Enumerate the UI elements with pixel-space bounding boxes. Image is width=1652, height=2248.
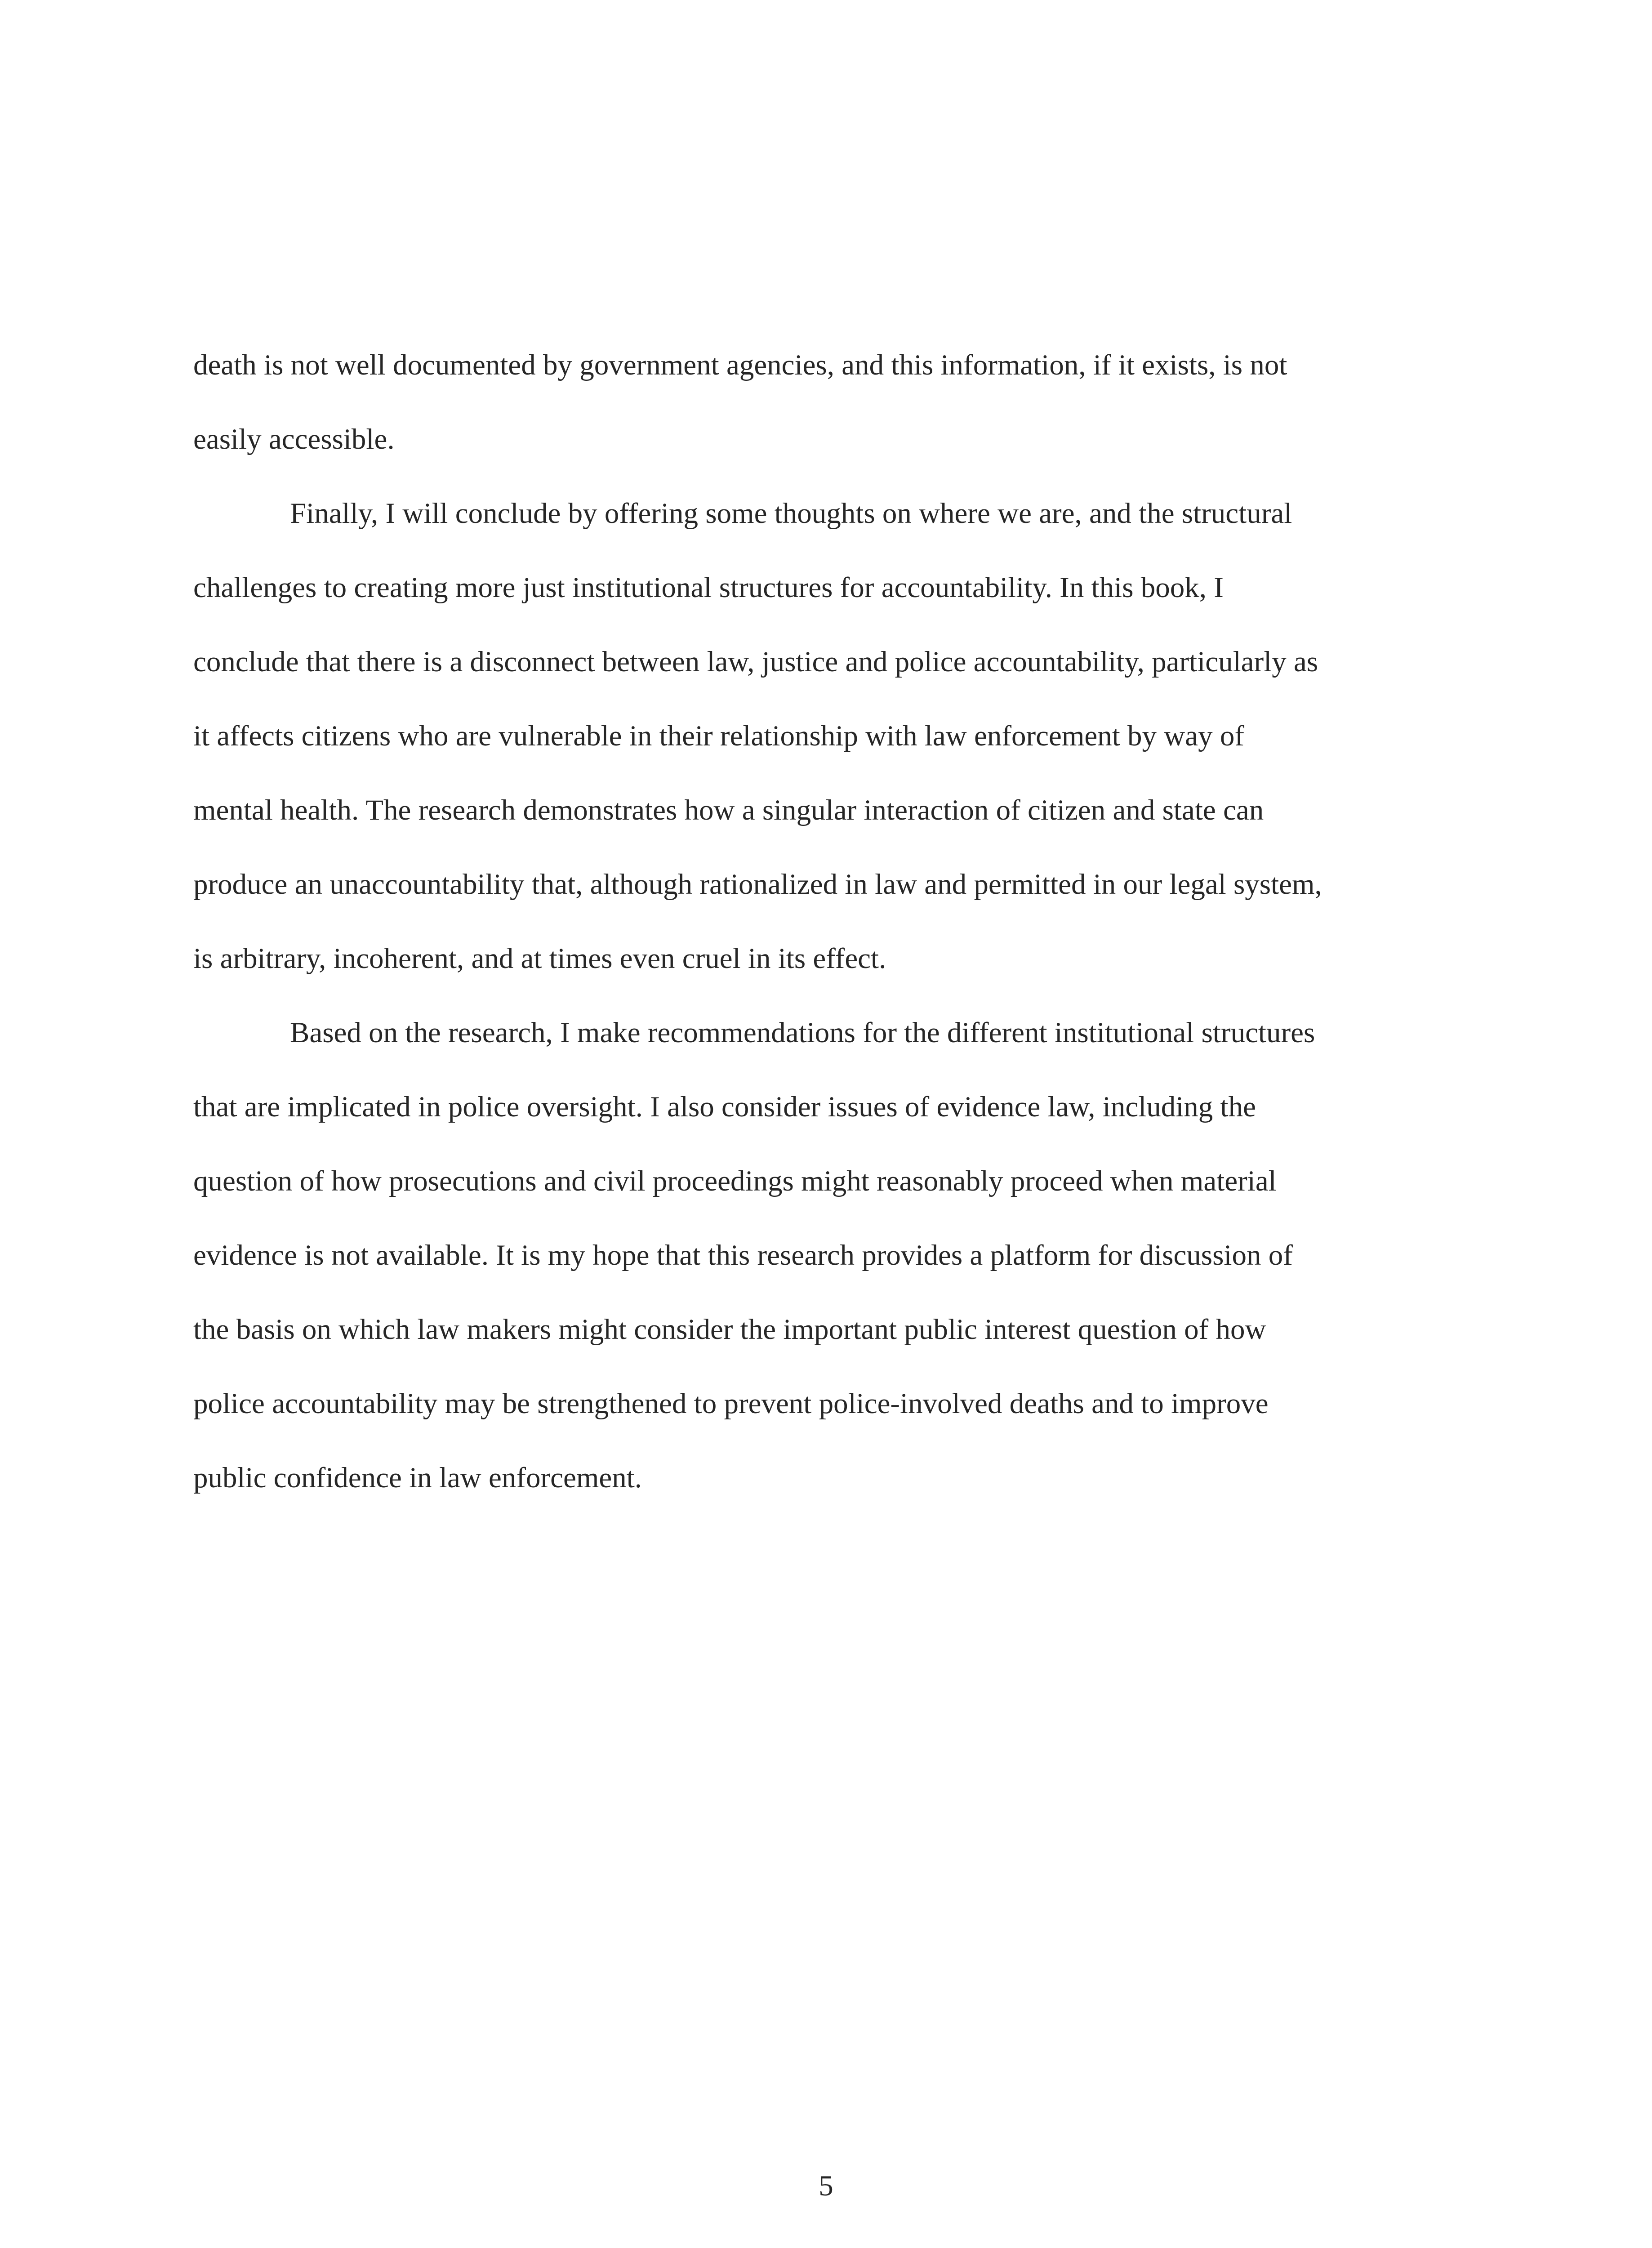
page-number: 5 [819, 2170, 833, 2202]
paragraph-first-line: Based on the research, I make recommendations for the different institutional structures [290, 1017, 1315, 1049]
text-line: public confidence in law enforcement. [193, 1462, 642, 1494]
text-line: the basis on which law makers might consider the important public interest question of how [193, 1313, 1266, 1346]
text-line: conclude that there is a disconnect between law, justice and police accountability, particularly as [193, 646, 1318, 678]
text-line: mental health. The research demonstrates how a singular interaction of citizen and state can [193, 794, 1264, 826]
text-line: it affects citizens who are vulnerable in their relationship with law enforcement by way of [193, 720, 1244, 752]
text-line: evidence is not available. It is my hope that this research provides a platform for discussion of [193, 1239, 1293, 1271]
text-line: death is not well documented by government agencies, and this information, if it exists, is not [193, 349, 1287, 381]
body-text [193, 351, 1461, 1538]
text-line: challenges to creating more just institutional structures for accountability. In this book, I [193, 571, 1224, 604]
text-line: that are implicated in police oversight. I also consider issues of evidence law, including the [193, 1091, 1256, 1123]
text-line: produce an unaccountability that, although rationalized in law and permitted in our legal system, [193, 868, 1322, 901]
text-line: is arbitrary, incoherent, and at times even cruel in its effect. [193, 942, 886, 975]
text-line: police accountability may be strengthened to prevent police-involved deaths and to improve [193, 1387, 1269, 1420]
paragraph-first-line: Finally, I will conclude by offering some thoughts on where we are, and the structural [290, 497, 1292, 530]
text-line: easily accessible. [193, 423, 395, 455]
text-line: question of how prosecutions and civil proceedings might reasonably proceed when material [193, 1165, 1277, 1197]
